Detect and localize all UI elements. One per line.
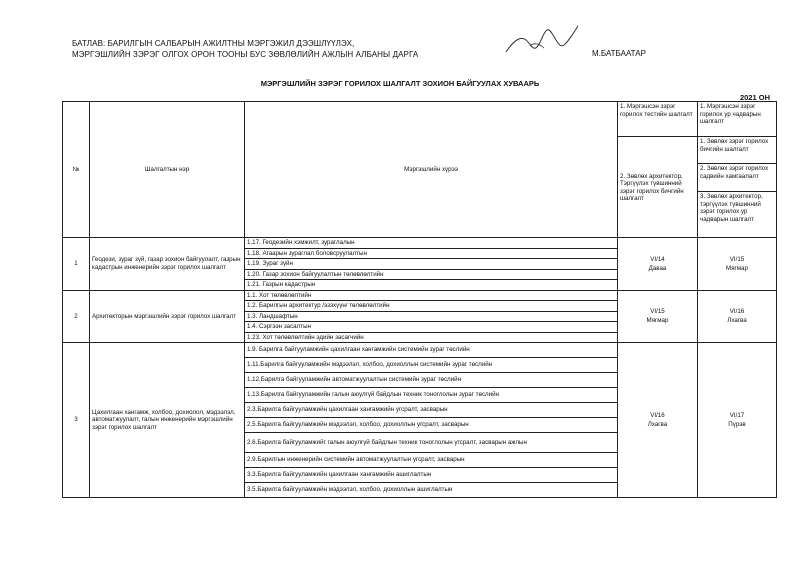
field-item: 2.6.Барилга байгууламжийг галын аюулгүй байдлын техник тоноглолын угсралт, засварын ажлын (245, 433, 618, 453)
field-item: 1.17. Геодезийн хэмжилт, зураглалын (245, 238, 618, 249)
group-no: 1 (63, 238, 90, 291)
exam-date-a (618, 290, 698, 343)
field-item: 1.11.Барилга байгууламжийн мэдээлэл, холбоо, дохиоллын системийн зураг төслийн (245, 358, 618, 373)
exam-name: Архитекторын мэргэшлийн зэрэг горилох шалгалт (90, 290, 245, 343)
weekday-a: Мягмар (646, 317, 669, 325)
field-item: 1.9. Барилга байгууламжийн цахилгаан хангамжийн системийн зураг төслийн (245, 343, 618, 358)
approval-block (72, 38, 418, 60)
exam-date-a (618, 238, 698, 291)
field-item: 1.20. Газар зохион байгуулалтын төлөвлөлтийн (245, 269, 618, 280)
weekday-a: Даваа (648, 264, 667, 272)
exam-name: Цахилгаан хангамж, холбоо, дохиолол, мэдээлэл, автоматжуулалт, галын инженерийн мэргэшлийн зэрэг горилох шалгалт (90, 343, 245, 498)
date-a: VI/15 (650, 308, 665, 316)
exam-date-b (698, 238, 777, 291)
header-col-a-bottom: 2. Зөвлөх архитектор, Тэргүүлэх түвшинний зэрэг горилох бичгийн шалгалт (618, 137, 698, 238)
field-item: 2.3.Барилга байгууламжийн цахилгаан хангамжийн угсралт, засварын (245, 403, 618, 418)
header-col-b-r1: 1. Мэргэшсэн зэрэг горилох ур чадварын шалгалт (698, 102, 777, 137)
field-item: 3.5.Барилга байгууламжийн мэдээлэл, холбоо, дохиоллын ашиглалтын (245, 483, 618, 498)
header-col-b-r3: 2. Зөвлөх зэрэг горилох садвийн хамгаалалт (698, 164, 777, 192)
header-col-b-r2: 1. Зөвлөх зэрэг горилох бичгийн шалгалт (698, 137, 777, 164)
date-b: VI/15 (729, 255, 745, 263)
exam-date-a (618, 343, 698, 498)
group-no: 3 (63, 343, 90, 498)
field-item: 1.2. Барилгын архитектур /эзэхүүн/ төлөвлөлтийн (245, 301, 618, 312)
exam-date-b (698, 290, 777, 343)
field-item: 1.18. Агаарын зураглал боловсруулалтын (245, 248, 618, 259)
approval-line-1: БАТЛАВ: БАРИЛГЫН САЛБАРЫН АЖИЛТНЫ МЭРГЭЖИЛ ДЭЭШЛҮҮЛЭХ, (72, 39, 355, 48)
weekday-b: Мягмар (726, 264, 748, 272)
field-item: 1.12.Барилга байгууламжийн автоматжуулалтын системийн зураг төслийн (245, 373, 618, 388)
approval-line-2: МЭРГЭШЛИЙН ЗЭРЭГ ОЛГОХ ОРОН ТООНЫ БУС ЗӨВЛӨЛИЙН АЖЛЫН АЛБАНЫ ДАРГА (72, 50, 419, 59)
header-no: № (63, 102, 90, 238)
field-item: 3.3.Барилга байгууламжийн цахилгаан хангамжийн ашиглалтын (245, 468, 618, 483)
header-exam-name: Шалгалтын нэр (90, 102, 245, 238)
date-b: VI/16 (729, 308, 745, 316)
field-item: 1.23. Хот төлөвлөлтийн эдийн засагчийн (245, 332, 618, 343)
field-item: 1.13.Барилга байгууламжийн галын аюулгүй байдлын техник тоноглолын зураг төслийн (245, 388, 618, 403)
date-a: VI/14 (650, 255, 665, 263)
field-item: 1.1. Хот төлөвлөлтийн (245, 290, 618, 301)
exam-date-b (698, 343, 777, 498)
header-col-b-r4: 3. Зөвлөх архитектор, тэргүүлэх түвшинний зэрэг горилох ур чадварын шалгалт (698, 192, 777, 238)
field-item: 1.3. Ландшафтын (245, 311, 618, 322)
group-no: 2 (63, 290, 90, 343)
weekday-b: Лхагва (727, 317, 747, 325)
weekday-a: Лхагва (647, 421, 668, 428)
field-item: 1.19. Зураг зүйн (245, 259, 618, 270)
date-b: VI/17 (729, 412, 745, 419)
header-col-a-top: 1. Мэргэшсэн зэрэг горилох тестийн шалгалт (618, 102, 698, 137)
date-a: VI/16 (650, 412, 665, 419)
approver-name: М.БАТБААТАР (592, 49, 646, 58)
schedule-table (62, 101, 777, 498)
weekday-b: Пүрэв (728, 421, 746, 428)
field-item: 1.21. Газрын кадастрын (245, 280, 618, 291)
field-item: 2.9.Барилгын инженерийн системийн автоматжуулалтын угсралт, засварын (245, 453, 618, 468)
year-label: 2021 ОН (739, 93, 770, 102)
header-field: Мэргэшлийн хүрээ (245, 102, 618, 238)
exam-name: Геодези, зураг зүй, газар зохион байгуулалт, газрын кадастрын инженерийн зэрэг горилох шалгалт (90, 238, 245, 291)
signature (500, 22, 580, 62)
field-item: 1.4. Сэргээн засалтын (245, 322, 618, 333)
field-item: 2.5.Барилга байгууламжийн мэдээлэл, холбоо, дохиоллын угсралт, засварын (245, 418, 618, 433)
document-title: МЭРГЭШЛИЙН ЗЭРЭГ ГОРИЛОХ ШАЛГАЛТ ЗОХИОН БАЙГУУЛАХ ХУВААРЬ (260, 79, 540, 88)
